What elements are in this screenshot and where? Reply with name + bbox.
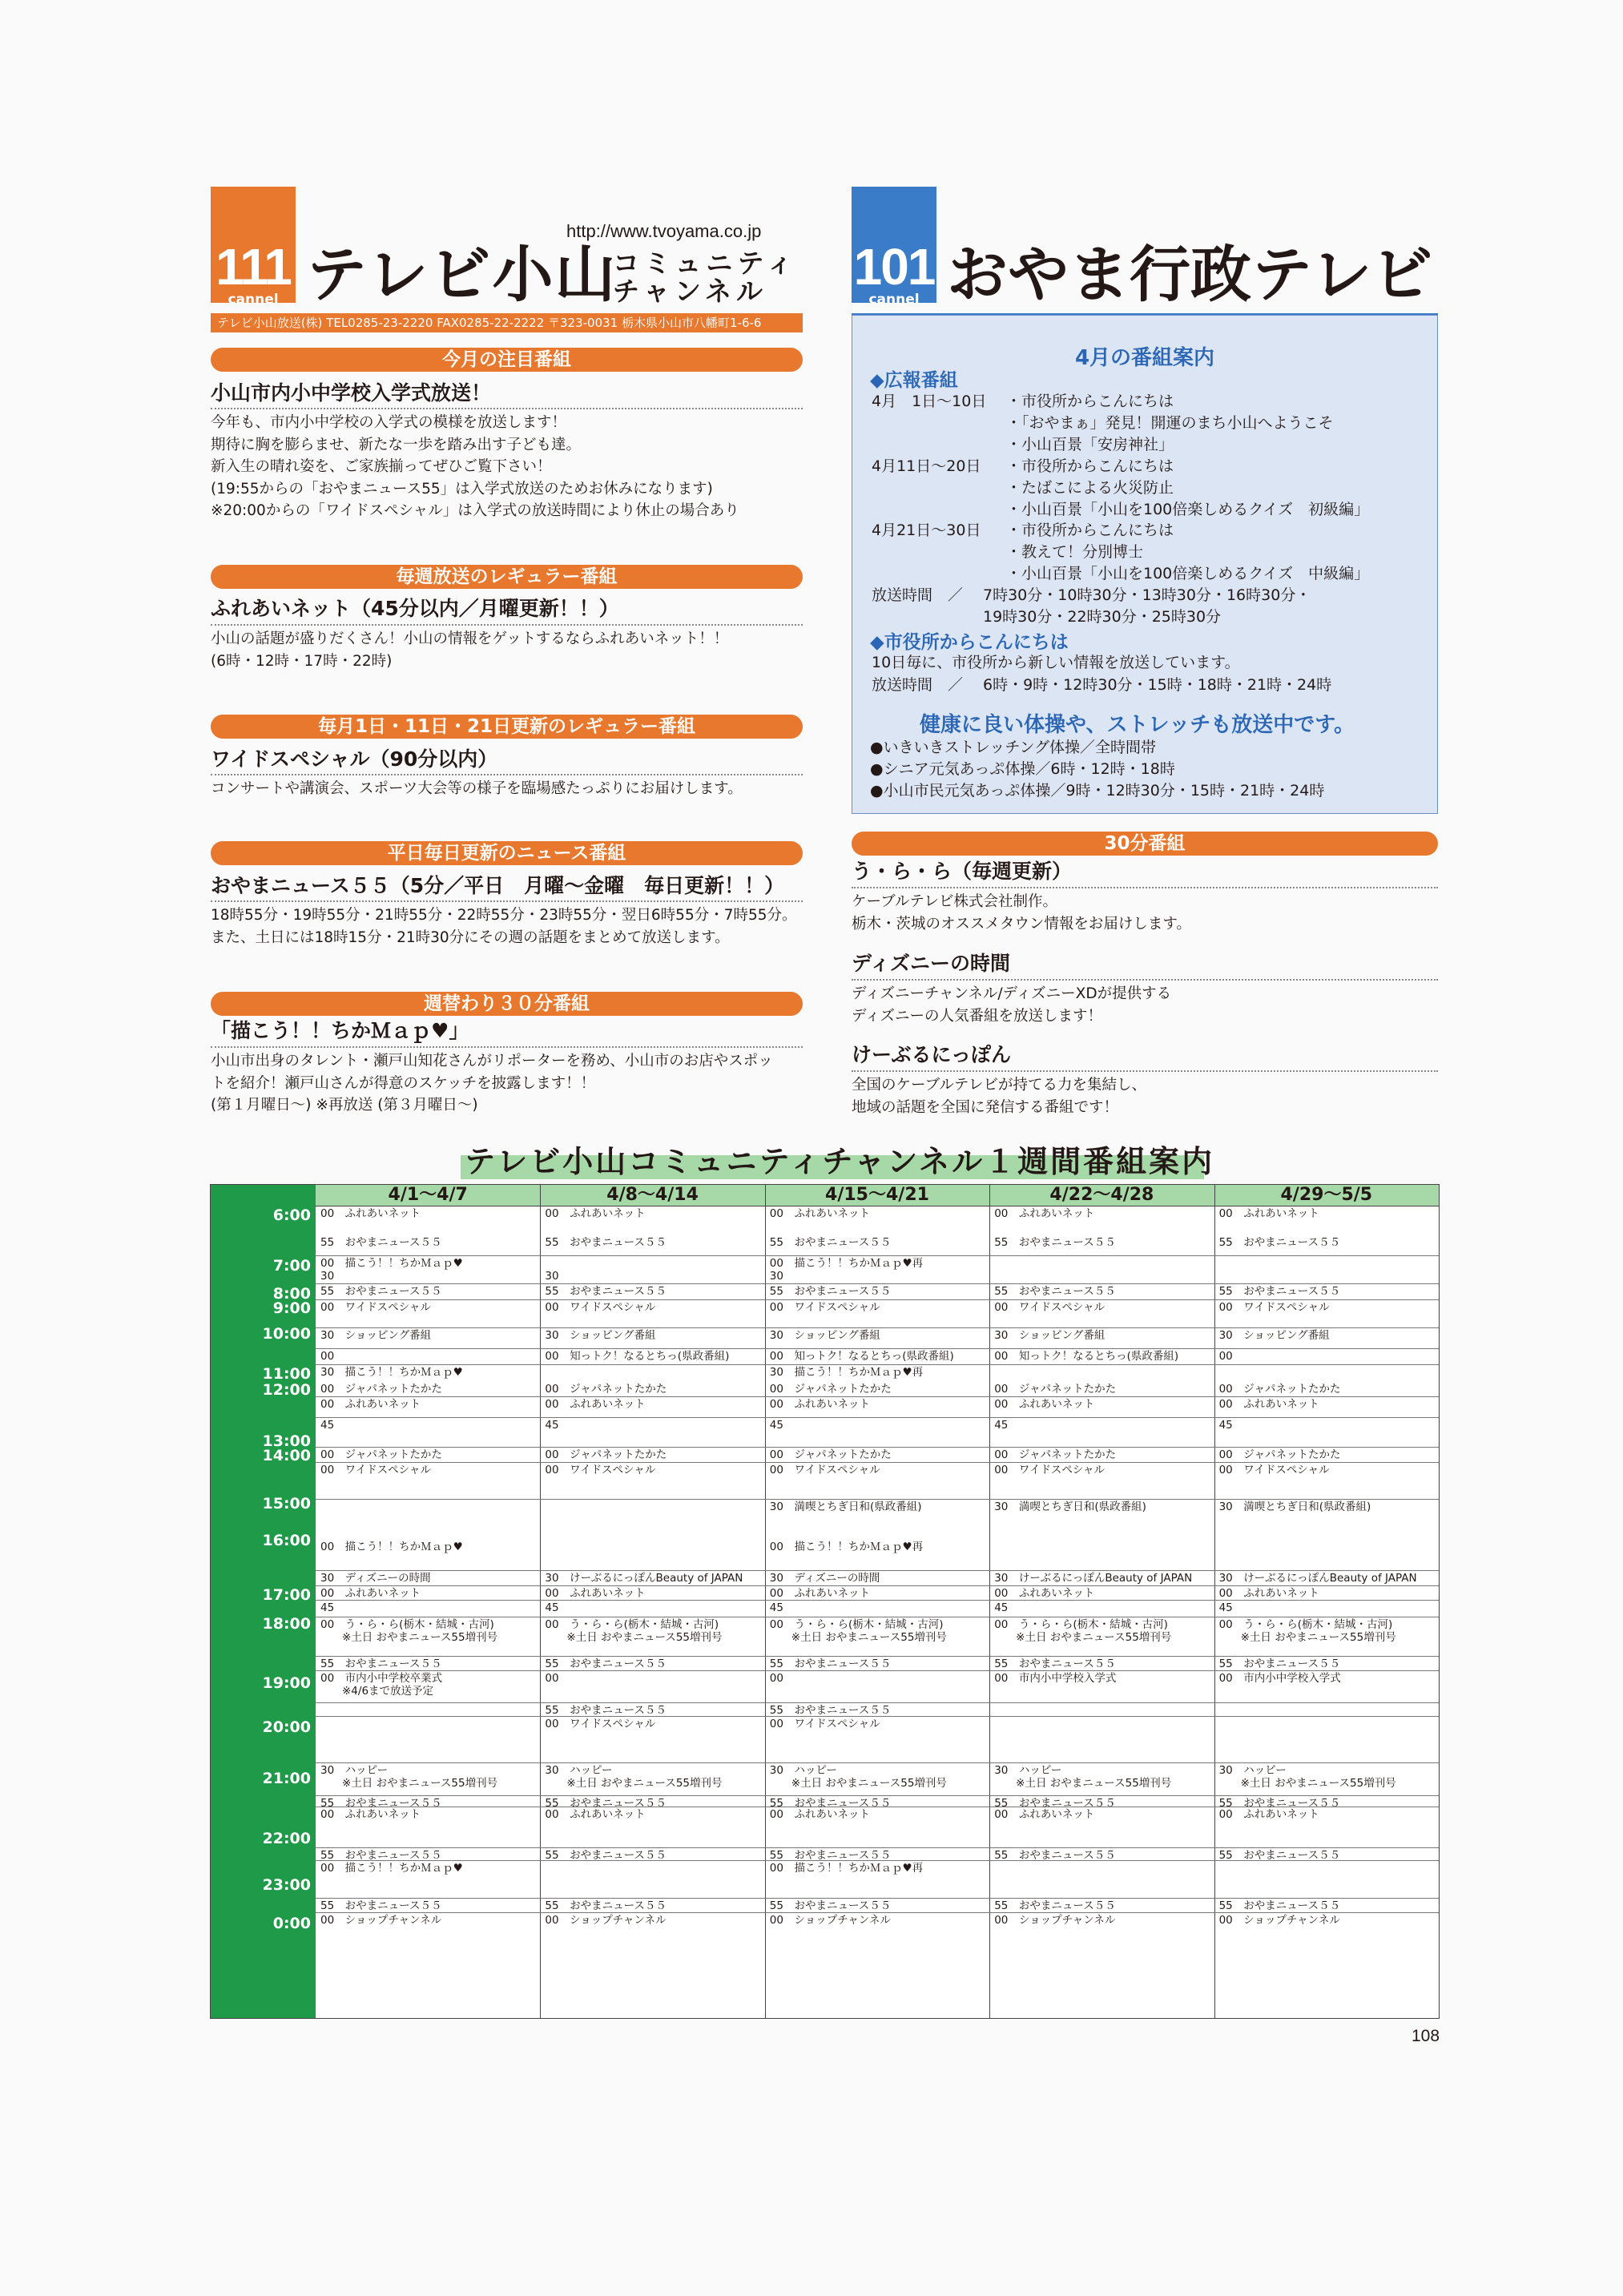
time-label: 20:00 — [262, 1718, 311, 1736]
row-divider — [316, 1299, 1439, 1300]
shiyakusho-heading: ◆市役所からこんにちは — [870, 632, 1069, 653]
column-divider — [989, 1185, 990, 2018]
schedule-cell: 30 けーぶるにっぽんBeauty of JAPAN — [994, 1572, 1193, 1585]
schedule-cell: 00 ふれあいネット — [994, 1207, 1095, 1220]
row-divider — [316, 1898, 1439, 1899]
schedule-cell: 00 ジャパネットたかた — [320, 1448, 442, 1461]
schedule-cell: 30 ショッピング番組 — [994, 1329, 1105, 1342]
section-bar-weekly: 毎週放送のレギュラー番組 — [211, 565, 803, 589]
koho-heading: ◆広報番組 — [870, 370, 958, 391]
schedule-cell: 00 ワイドスペシャル — [994, 1301, 1105, 1314]
schedule-cell: 55 おやまニュース５５ — [994, 1658, 1116, 1670]
schedule-cell: 00 描こう！！ちかＭａｐ♥ — [320, 1257, 463, 1270]
schedule-cell: 00 ふれあいネット — [545, 1587, 646, 1600]
schedule-cell: 55 おやまニュース５５ — [994, 1797, 1116, 1810]
schedule-cell: 00 知っトク！なるとちっ(県政番組) — [769, 1350, 954, 1363]
schedule-cell: 00 ふれあいネット — [320, 1207, 421, 1220]
left-subtitle-2: チャンネル — [613, 276, 768, 307]
program-title: けーぶるにっぽん — [852, 1043, 1012, 1066]
health-heading: 健康に良い体操や、ストレッチも放送中です。 — [920, 713, 1355, 737]
schedule-cell: 45 — [769, 1601, 783, 1614]
schedule-cell: 55 おやまニュース５５ — [545, 1797, 667, 1810]
row-divider — [316, 1396, 1439, 1397]
schedule-cell: 00 ワイドスペシャル — [320, 1301, 431, 1314]
schedule-cell: 00 ジャパネットたかた — [1218, 1383, 1341, 1396]
time-label: 21:00 — [262, 1770, 311, 1787]
schedule-cell: 30 ディズニーの時間 — [320, 1572, 431, 1585]
schedule-cell: 55 おやまニュース５５ — [769, 1899, 892, 1912]
shiyakusho-time-label: 放送時間 ／ — [872, 676, 964, 694]
row-divider — [316, 1656, 1439, 1657]
schedule-cell: 30 けーぶるにっぽんBeauty of JAPAN — [545, 1572, 743, 1585]
schedule-cell: 00 — [320, 1350, 335, 1363]
schedule-cell: 30 描こう！！ちかＭａｐ♥ — [320, 1366, 463, 1379]
schedule-cell: 00 ワイドスペシャル — [320, 1464, 431, 1476]
time-label: 23:00 — [262, 1876, 311, 1894]
program-title: ワイドスペシャル（90分以内） — [211, 747, 498, 771]
program-body: ケーブルテレビ株式会社制作。 栃木・茨城のオススメタウン情報をお届けします。 — [852, 893, 1191, 932]
schedule-cell: 00 ワイドスペシャル — [769, 1301, 880, 1314]
schedule-cell: 55 おやまニュース５５ — [769, 1797, 892, 1810]
schedule-cell: 00 ふれあいネット — [769, 1398, 870, 1411]
schedule-cell: 55 おやまニュース５５ — [994, 1899, 1116, 1912]
schedule-cell: 00 ふれあいネット — [994, 1587, 1095, 1600]
program-body: 全国のケーブルテレビが持てる力を集結し、 地域の話題を全国に発信する番組です！ — [852, 1077, 1146, 1116]
column-divider — [1214, 1185, 1215, 2018]
row-divider — [316, 1762, 1439, 1763]
schedule-cell: 55 おやまニュース５５ — [545, 1658, 667, 1670]
schedule-cell: 00 ふれあいネット — [545, 1398, 646, 1411]
schedule-cell: 00 ふれあいネット — [994, 1398, 1095, 1411]
column-divider — [765, 1185, 766, 2018]
koho-period-1: 4月 1日～10日 — [872, 393, 987, 410]
divider — [852, 1070, 1438, 1072]
shiyakusho-times: 6時・9時・12時30分・15時・18時・21時・24時 — [983, 676, 1332, 694]
schedule-cell: 30 満喫とちぎ日和(県政番組) — [1218, 1500, 1371, 1513]
channel-101-badge — [852, 187, 936, 308]
schedule-cell: 00 ジャパネットたかた — [545, 1448, 667, 1461]
channel-label: cannel — [228, 292, 279, 308]
time-label: 14:00 — [262, 1447, 311, 1464]
time-label: 10:00 — [262, 1325, 311, 1343]
schedule-cell: 55 おやまニュース５５ — [320, 1285, 442, 1298]
time-label: 15:00 — [262, 1495, 311, 1513]
koho-time-label: 放送時間 ／ — [872, 586, 964, 604]
row-divider — [316, 1255, 1439, 1256]
row-divider — [316, 1600, 1439, 1601]
schedule-cell: 00 ふれあいネット — [1218, 1207, 1319, 1220]
schedule-cell: 00 描こう！！ちかＭａｐ♥再 — [769, 1541, 924, 1553]
schedule-cell: 00 ふれあいネット — [545, 1808, 646, 1821]
schedule-cell: 55 おやまニュース５５ — [1218, 1285, 1341, 1298]
schedule-cell: 45 — [1218, 1601, 1233, 1614]
time-label: 8:00 — [272, 1285, 311, 1303]
schedule-cell: 00 ワイドスペシャル — [545, 1301, 656, 1314]
row-divider — [316, 1364, 1439, 1365]
schedule-cell: 30 — [769, 1270, 783, 1283]
program-body: 小山の話題が盛りだくさん！小山の情報をゲットするならふれあいネット！！ (6時・12時・17時・22時) — [211, 630, 729, 670]
divider — [852, 887, 1438, 888]
schedule-cell: 55 おやまニュース５５ — [545, 1236, 667, 1249]
schedule-cell: 00 ショップチャンネル — [545, 1914, 667, 1927]
schedule-cell: 55 おやまニュース５５ — [994, 1285, 1116, 1298]
left-title: テレビ小山 — [306, 239, 618, 310]
column-divider — [540, 1185, 541, 2018]
koho-items-2: ・市役所からこんにちは ・たばこによる火災防止 ・小山百景「小山を100倍楽しめるクイズ 初級編」 — [1006, 457, 1370, 518]
schedule-cell: 00 う・ら・ら(栃木・結城・古河) ※土日 おやまニュース55増刊号 — [994, 1618, 1172, 1644]
row-divider — [316, 1327, 1439, 1328]
schedule-cell: 00 ふれあいネット — [769, 1207, 870, 1220]
schedule-cell: 00 ワイドスペシャル — [769, 1464, 880, 1476]
schedule-cell: 00 う・ら・ら(栃木・結城・古河) ※土日 おやまニュース55増刊号 — [545, 1618, 723, 1644]
channel-number: 111 — [215, 238, 291, 296]
schedule-cell: 00 ジャパネットたかた — [545, 1383, 667, 1396]
program-title: 小山市内小中学校入学式放送！ — [211, 381, 492, 405]
schedule-cell: 00 市内小中学校卒業式 ※4/6まで放送予定 — [320, 1672, 443, 1698]
schedule-cell: 55 おやまニュース５５ — [769, 1236, 892, 1249]
schedule-cell: 30 ハッピー ※土日 おやまニュース55増刊号 — [994, 1764, 1172, 1790]
schedule-cell: 00 ふれあいネット — [320, 1808, 421, 1821]
schedule-cell: 30 けーぶるにっぽんBeauty of JAPAN — [1218, 1572, 1417, 1585]
row-divider — [316, 1795, 1439, 1796]
schedule-cell: 55 おやまニュース５５ — [545, 1899, 667, 1912]
schedule-cell: 55 おやまニュース５５ — [769, 1285, 892, 1298]
column-header: 4/8～4/14 — [606, 1185, 699, 1205]
divider — [211, 900, 803, 902]
schedule-cell: 55 おやまニュース５５ — [769, 1704, 892, 1717]
schedule-cell: 00 ジャパネットたかた — [769, 1383, 892, 1396]
schedule-cell: 55 おやまニュース５５ — [994, 1849, 1116, 1862]
time-label: 17:00 — [262, 1586, 311, 1604]
program-title: ふれあいネット（45分以内／月曜更新！！） — [211, 597, 619, 620]
row-divider — [316, 1670, 1439, 1671]
schedule-cell: 55 おやまニュース５５ — [1218, 1849, 1341, 1862]
divider — [852, 979, 1438, 981]
schedule-cell: 00 ジャパネットたかた — [1218, 1448, 1341, 1461]
box-title: 4月の番組案内 — [1074, 346, 1215, 370]
schedule-cell: 00 ジャパネットたかた — [994, 1383, 1117, 1396]
schedule-cell: 30 ショッピング番組 — [320, 1329, 432, 1342]
schedule-cell: 55 おやまニュース５５ — [1218, 1236, 1341, 1249]
row-divider — [316, 1702, 1439, 1703]
time-label: 7:00 — [272, 1257, 311, 1275]
row-divider — [316, 1447, 1439, 1448]
koho-items-3: ・市役所からこんにちは ・教えて！分別博士 ・小山百景「小山を100倍楽しめるクイズ 中級編」 — [1006, 522, 1370, 582]
health-items: ●いきいきストレッチング体操／全時間帯 ●シニア元気あっぷ体操／6時・12時・18時 ●小山市民元気あっぷ体操／9時・12時30分・15時・21時・24時 — [870, 739, 1325, 800]
row-divider — [316, 1417, 1439, 1418]
schedule-cell: 00 ショップチャンネル — [769, 1914, 891, 1927]
row-divider — [316, 1283, 1439, 1284]
column-header: 4/29～5/5 — [1280, 1185, 1373, 1205]
schedule-cell: 00 — [545, 1672, 559, 1685]
schedule-cell: 55 おやまニュース５５ — [545, 1285, 667, 1298]
schedule-cell: 45 — [545, 1419, 559, 1432]
schedule-cell: 30 ハッピー ※土日 おやまニュース55増刊号 — [320, 1764, 498, 1790]
weekly-schedule-table — [210, 1184, 1440, 2019]
schedule-cell: 55 おやまニュース５５ — [994, 1236, 1116, 1249]
schedule-cell: 00 ショップチャンネル — [320, 1914, 442, 1927]
column-header: 4/22～4/28 — [1049, 1185, 1154, 1205]
schedule-cell: 00 う・ら・ら(栃木・結城・古河) ※土日 おやまニュース55増刊号 — [769, 1618, 947, 1644]
schedule-cell: 00 ジャパネットたかた — [769, 1448, 892, 1461]
section-bar-30min-right: 30分番組 — [852, 832, 1438, 856]
schedule-cell: 55 おやまニュース５５ — [1218, 1797, 1341, 1810]
schedule-cell: 45 — [320, 1419, 335, 1432]
time-label: 19:00 — [262, 1674, 311, 1692]
schedule-cell: 00 市内小中学校入学式 — [994, 1672, 1117, 1685]
koho-period-3: 4月21日～30日 — [872, 522, 981, 539]
schedule-cell: 55 おやまニュース５５ — [320, 1899, 442, 1912]
time-label: 12:00 — [262, 1381, 311, 1399]
right-title: おやま行政テレビ — [947, 239, 1433, 310]
schedule-cell: 00 知っトク！なるとちっ(県政番組) — [994, 1350, 1179, 1363]
schedule-cell: 00 ワイドスペシャル — [994, 1464, 1105, 1476]
program-title: おやまニュース５５（5分／平日 月曜～金曜 毎日更新！！） — [211, 874, 785, 897]
left-subtitle-1: コミュニティ — [613, 248, 798, 279]
program-body: 18時55分・19時55分・21時55分・22時55分・23時55分・翌日6時55分・7時55分。 また、土日には18時15分・21時30分にその週の話題をまとめて放送します。 — [211, 907, 797, 946]
schedule-cell: 00 ふれあいネット — [1218, 1398, 1319, 1411]
schedule-cell: 45 — [320, 1601, 335, 1614]
schedule-cell: 55 おやまニュース５５ — [320, 1797, 442, 1810]
time-label: 9:00 — [272, 1299, 311, 1317]
program-body: 小山市出身のタレント・瀬戸山知花さんがリポーターを務め、小山市のお店やスポッ トを紹介！瀬戸山さんが得意のスケッチを披露します！！ (第１月曜日～) ※再放送 (第３月曜日～) — [211, 1053, 773, 1114]
time-label: 6:00 — [272, 1206, 311, 1224]
schedule-cell: 00 ショップチャンネル — [994, 1914, 1116, 1927]
program-title: う・ら・ら（毎週更新） — [852, 860, 1073, 883]
row-divider — [316, 1462, 1439, 1463]
page-number: 108 — [1412, 2027, 1440, 2045]
schedule-cell: 30 ショッピング番組 — [769, 1329, 880, 1342]
program-body: ディズニーチャンネル/ディズニーXDが提供する ディズニーの人気番組を放送します！ — [852, 985, 1172, 1025]
schedule-cell: 30 描こう！！ちかＭａｐ♥再 — [769, 1366, 924, 1379]
section-bar-30min: 週替わり３０分番組 — [211, 992, 803, 1016]
schedule-cell: 30 ショッピング番組 — [1218, 1329, 1330, 1342]
schedule-cell: 55 おやまニュース５５ — [545, 1849, 667, 1862]
schedule-cell: 45 — [1218, 1419, 1233, 1432]
schedule-cell: 30 ハッピー ※土日 おやまニュース55増刊号 — [1218, 1764, 1396, 1790]
schedule-cell: 00 ワイドスペシャル — [1218, 1464, 1330, 1476]
schedule-cell: 00 う・ら・ら(栃木・結城・古河) ※土日 おやまニュース55増刊号 — [1218, 1618, 1396, 1644]
schedule-cell: 00 ワイドスペシャル — [545, 1718, 656, 1730]
schedule-cell: 55 おやまニュース５５ — [769, 1658, 892, 1670]
schedule-cell: 30 ハッピー ※土日 おやまニュース55増刊号 — [545, 1764, 723, 1790]
schedule-cell: 00 ふれあいネット — [545, 1207, 646, 1220]
column-header: 4/15～4/21 — [825, 1185, 929, 1205]
schedule-cell: 00 ふれあいネット — [320, 1398, 421, 1411]
divider — [211, 408, 803, 409]
schedule-cell: 00 ふれあいネット — [1218, 1587, 1319, 1600]
left-url[interactable]: http://www.tvoyama.co.jp — [566, 221, 762, 241]
time-label: 13:00 — [262, 1432, 311, 1450]
schedule-cell: 00 ふれあいネット — [994, 1808, 1095, 1821]
schedule-cell: 00 ショップチャンネル — [1218, 1914, 1340, 1927]
row-divider — [316, 1847, 1439, 1848]
schedule-cell: 00 ふれあいネット — [769, 1808, 870, 1821]
schedule-cell: 30 満喫とちぎ日和(県政番組) — [994, 1500, 1146, 1513]
schedule-cell: 00 描こう！！ちかＭａｐ♥ — [320, 1862, 463, 1875]
schedule-cell: 45 — [769, 1419, 783, 1432]
time-label: 18:00 — [262, 1615, 311, 1633]
channel-111-badge — [211, 187, 296, 308]
schedule-cell: 30 ショッピング番組 — [545, 1329, 656, 1342]
schedule-cell: 30 — [545, 1270, 559, 1283]
schedule-cell: 00 ワイドスペシャル — [769, 1718, 880, 1730]
schedule-cell: 30 — [320, 1270, 335, 1283]
schedule-title: テレビ小山コミュニティチャンネル１週間番組案内 — [465, 1144, 1215, 1179]
row-divider — [316, 1570, 1439, 1571]
divider — [211, 1046, 803, 1048]
schedule-cell: 00 市内小中学校入学式 — [1218, 1672, 1341, 1685]
schedule-cell: 00 ワイドスペシャル — [545, 1464, 656, 1476]
schedule-cell: 55 おやまニュース５５ — [769, 1849, 892, 1862]
time-label: 22:00 — [262, 1830, 311, 1847]
schedule-cell: 45 — [994, 1419, 1009, 1432]
schedule-cell: 00 ふれあいネット — [320, 1587, 421, 1600]
koho-times: 7時30分・10時30分・13時30分・16時30分・ 19時30分・22時30分・25時30分 — [983, 586, 1311, 626]
schedule-cell: 00 ワイドスペシャル — [1218, 1301, 1330, 1314]
schedule-cell: 00 描こう！！ちかＭａｐ♥再 — [769, 1257, 924, 1270]
program-title: 「描こう！！ちかＭａｐ♥」 — [211, 1019, 469, 1042]
schedule-cell: 00 う・ら・ら(栃木・結城・古河) ※土日 おやまニュース55増刊号 — [320, 1618, 498, 1644]
schedule-cell: 55 おやまニュース５５ — [1218, 1899, 1341, 1912]
row-divider — [316, 1912, 1439, 1913]
program-title: ディズニーの時間 — [852, 952, 1011, 975]
schedule-cell: 55 おやまニュース５５ — [320, 1849, 442, 1862]
schedule-cell: 55 おやまニュース５５ — [320, 1236, 442, 1249]
schedule-cell: 00 描こう！！ちかＭａｐ♥ — [320, 1541, 463, 1553]
koho-period-2: 4月11日～20日 — [872, 457, 981, 475]
channel-number: 101 — [853, 238, 935, 296]
row-divider — [316, 1499, 1439, 1500]
schedule-cell: 30 ディズニーの時間 — [769, 1572, 880, 1585]
schedule-cell: 55 おやまニュース５５ — [545, 1704, 667, 1717]
divider — [211, 774, 803, 775]
schedule-cell: 00 — [769, 1672, 783, 1685]
schedule-cell: 00 — [1218, 1350, 1233, 1363]
shiyakusho-text: 10日毎に、市役所から新しい情報を放送しています。 — [872, 654, 1240, 671]
program-guide-box — [852, 315, 1438, 814]
schedule-cell: 00 ジャパネットたかた — [320, 1383, 442, 1396]
program-body: コンサートや講演会、スポーツ大会等の様子を臨場感たっぷりにお届けします。 — [211, 780, 743, 797]
schedule-header-row — [316, 1185, 1439, 1206]
schedule-cell: 00 描こう！！ちかＭａｐ♥再 — [769, 1862, 924, 1875]
left-info-bar: テレビ小山放送(株) TEL0285-23-2220 FAX0285-22-2222 〒323-0031 栃木県小山市八幡町1-6-6 — [211, 313, 803, 332]
divider — [211, 624, 803, 626]
schedule-cell: 00 ジャパネットたかた — [994, 1448, 1117, 1461]
schedule-cell: 45 — [545, 1601, 559, 1614]
time-label: 0:00 — [272, 1915, 311, 1932]
row-divider — [316, 1585, 1439, 1586]
section-bar-monthly: 毎月1日・11日・21日更新のレギュラー番組 — [211, 715, 803, 739]
schedule-cell: 30 満喫とちぎ日和(県政番組) — [769, 1500, 922, 1513]
time-label: 11:00 — [262, 1365, 311, 1383]
schedule-cell: 00 ふれあいネット — [1218, 1808, 1319, 1821]
column-header: 4/1～4/7 — [388, 1185, 468, 1205]
row-divider — [316, 1348, 1439, 1349]
channel-label: cannel — [868, 292, 920, 308]
time-label: 16:00 — [262, 1532, 311, 1549]
schedule-cell: 55 おやまニュース５５ — [320, 1658, 442, 1670]
schedule-cell: 30 ハッピー ※土日 おやまニュース55増刊号 — [769, 1764, 947, 1790]
section-bar-news: 平日毎日更新のニュース番組 — [211, 841, 803, 865]
program-body: 今年も、市内小中学校の入学式の模様を放送します！ 期待に胸を膨らませ、新たな一歩を踏み出す子ども達。 新入生の晴れ姿を、ご家族揃ってぜひご覧下さい！ (19:55からの「おやまニュース55」は入学式放送のためお休みになります) ※20:00からの「ワイドスペシャル」は入学式の放送時間により休止の場合あり — [211, 414, 739, 519]
schedule-cell: 45 — [994, 1601, 1009, 1614]
schedule-cell: 00 知っトク！なるとちっ(県政番組) — [545, 1350, 730, 1363]
schedule-cell: 00 ふれあいネット — [769, 1587, 870, 1600]
schedule-cell: 55 おやまニュース５５ — [1218, 1658, 1341, 1670]
koho-items-1: ・市役所からこんにちは ・「おやまぁ」発見！開運のまち小山へようこそ ・小山百景「安房神社」 — [1006, 393, 1334, 453]
section-bar-featured: 今月の注目番組 — [211, 348, 803, 372]
